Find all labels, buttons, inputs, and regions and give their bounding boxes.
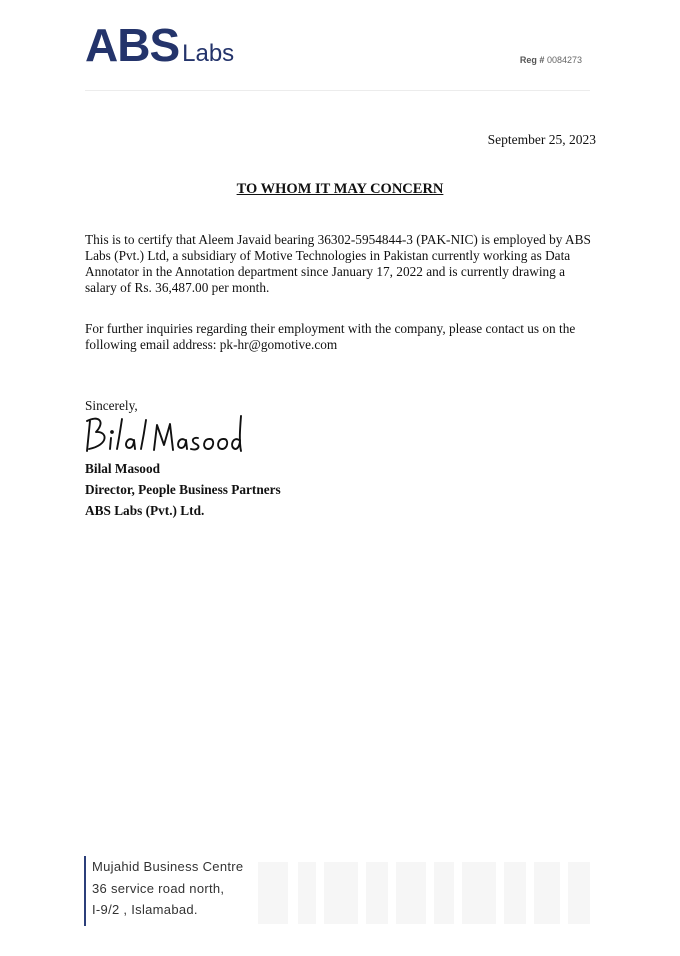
header-divider [85, 90, 590, 91]
reg-value: 0084273 [546, 55, 582, 65]
address-line-3: I-9/2 , Islamabad. [92, 902, 198, 917]
company-logo [85, 19, 235, 71]
inquiries-paragraph: For further inquiries regarding their employment with the company, please contact us on the following email address: pk-hr@gomotive.com [85, 321, 576, 352]
signature-block [85, 458, 281, 521]
handwritten-signature [84, 413, 244, 464]
address-line-1: Mujahid Business Centre [92, 859, 244, 874]
signer-title: Director, People Business Partners [85, 482, 281, 497]
signer-company: ABS Labs (Pvt.) Ltd. [85, 503, 205, 518]
signer-name: Bilal Masood [85, 461, 160, 476]
letter-subject: TO WHOM IT MAY CONCERN [236, 181, 444, 197]
certification-paragraph: This is to certify that Aleem Javaid bearing 36302-5954844-3 (PAK-NIC) is employed by ABS Labs (Pvt.) Ltd, a subsidiary of Motive Technologies in Pakistan currently working as Data Annotator in the Annotation department since January 17, 2022 and is currently drawing a salary of Rs. 36,487.00 per month. [85, 232, 591, 295]
registration-number [520, 55, 582, 65]
closing-text: Sincerely, [85, 398, 138, 413]
footer-address [84, 856, 243, 926]
logo-main-text: ABS [85, 19, 180, 71]
address-line-2: 36 service road north, [92, 880, 225, 896]
logo-sub-text: Labs [182, 40, 235, 67]
letter-date: September 25, 2023 [487, 132, 596, 147]
reg-label: Reg # [519, 55, 545, 65]
footer-watermark [258, 858, 590, 926]
